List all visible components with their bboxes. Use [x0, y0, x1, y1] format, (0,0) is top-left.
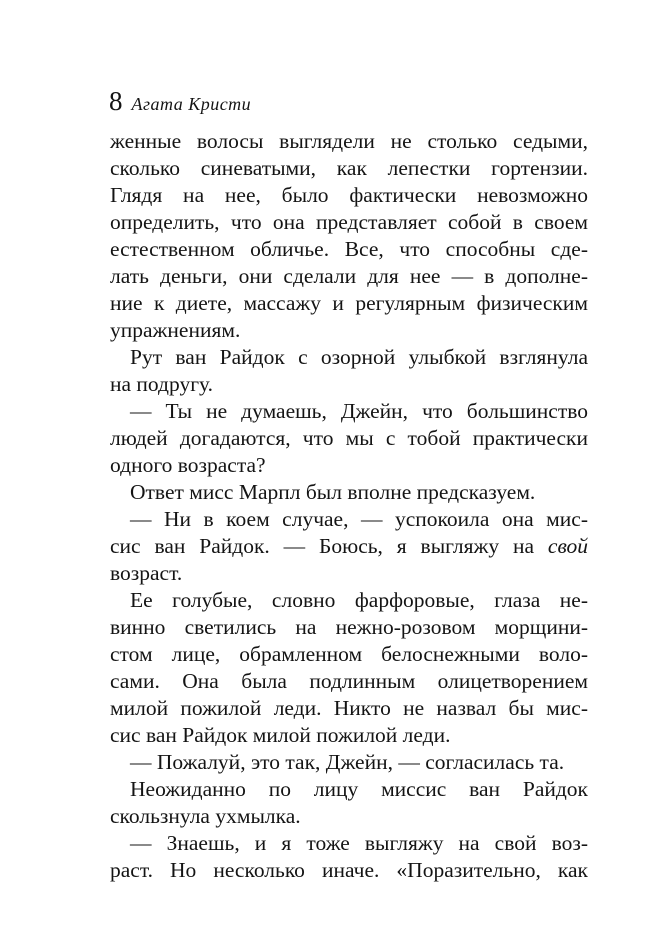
- text-line: ние к диете, массажу и регулярным физическим: [110, 291, 588, 315]
- text-line: сколько синеватыми, как лепестки гортензии.: [110, 156, 588, 180]
- page-number: 8: [109, 86, 123, 116]
- text-line: стом лице, обрамленном белоснежными воло-: [110, 642, 588, 666]
- text-line: — Пожалуй, это так, Джейн, — согласилась та.: [130, 750, 565, 774]
- text-line: лать деньги, они сделали для нее — в дополне-: [110, 264, 588, 288]
- text-line: женные волосы выглядели не столько седыми,: [110, 129, 588, 153]
- text-line: Ее голубые, словно фарфоровые, глаза не-: [130, 588, 588, 612]
- text-line: [110, 533, 588, 560]
- text-line: сами. Она была подлинным олицетворением: [110, 669, 588, 693]
- text-line: Рут ван Райдок с озорной улыбкой взглянула: [130, 345, 588, 369]
- italic-emphasis: свой: [547, 534, 588, 558]
- text-line: милой пожилой леди. Никто не назвал бы мис-: [110, 696, 588, 720]
- body-text: [110, 128, 588, 884]
- text-line: — Знаешь, и я тоже выгляжу на свой воз-: [130, 831, 588, 855]
- text-line: естественном обличье. Все, что способны сде-: [110, 237, 588, 261]
- text-line: — Ни в коем случае, — успокоила она мис-: [130, 507, 588, 531]
- text-line: на подругу.: [110, 372, 214, 396]
- page-header: [109, 86, 251, 116]
- text-segment: сис ван Райдок. — Боюсь, я выгляжу на: [110, 534, 548, 558]
- text-line: одного возраста?: [110, 453, 266, 477]
- text-line: — Ты не думаешь, Джейн, что большинство: [130, 399, 588, 423]
- running-head-author: Агата Кристи: [131, 94, 252, 114]
- text-line: скользнула ухмылка.: [110, 804, 301, 828]
- text-line: определить, что она представляет собой в своем: [110, 210, 588, 234]
- text-line: Неожиданно по лицу миссис ван Райдок: [130, 777, 588, 801]
- text-line: упражнениям.: [110, 318, 241, 342]
- text-line: винно светились на нежно-розовом морщини-: [110, 615, 588, 639]
- text-line: возраст.: [110, 561, 183, 585]
- text-line: сис ван Райдок милой пожилой леди.: [110, 723, 451, 747]
- text-line: Ответ мисс Марпл был вполне предсказуем.: [130, 480, 536, 504]
- text-line: раст. Но несколько иначе. «Поразительно, как: [110, 858, 588, 882]
- text-line: людей догадаются, что мы с тобой практически: [110, 426, 588, 450]
- text-line: Глядя на нее, было фактически невозможно: [110, 183, 588, 207]
